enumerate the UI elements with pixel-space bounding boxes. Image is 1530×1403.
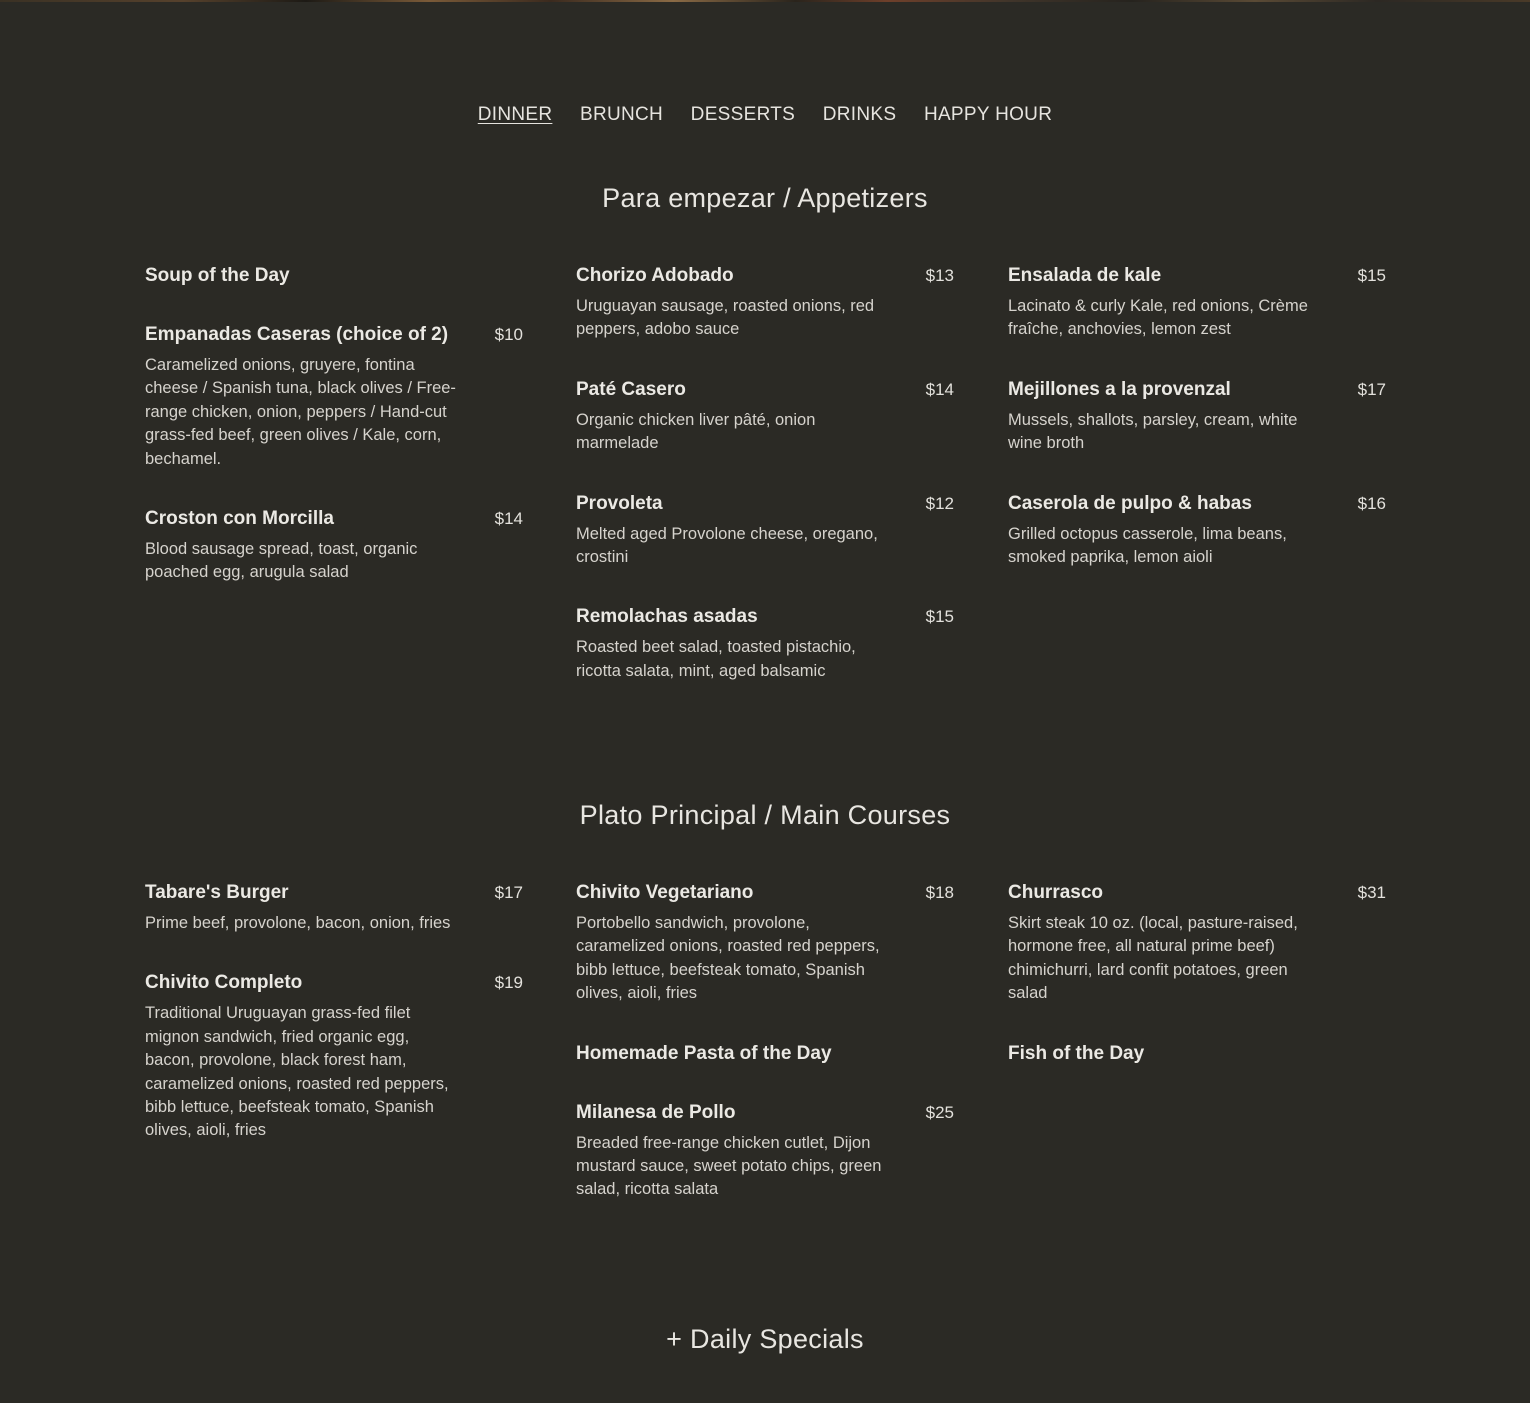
- menu-item-header: [1008, 265, 1386, 289]
- menu-item-description: Portobello sandwich, provolone, caramelized onions, roasted red peppers, bibb lettuce, beefsteak tomato, Spanish olives, aioli, fries: [576, 914, 880, 1003]
- menu-item-name: Chorizo Adobado: [576, 265, 734, 286]
- menu-item-price: $17: [494, 883, 523, 902]
- menu-nav: [0, 104, 1530, 126]
- mains-column-3: [1008, 882, 1386, 1102]
- menu-item-description: Mussels, shallots, parsley, cream, white wine broth: [1008, 410, 1298, 453]
- appetizers-column-3: [1008, 265, 1386, 606]
- tab-dinner[interactable]: DINNER: [477, 104, 553, 125]
- menu-item-description: Caramelized onions, gruyere, fontina cheese / Spanish tuna, black olives / Free-range chicken, onion, peppers / Hand-cut grass-fed beef, green olives / Kale, corn, bechamel.: [145, 356, 456, 468]
- menu-item: [145, 324, 523, 471]
- menu-item-description: Breaded free-range chicken cutlet, Dijon mustard sauce, sweet potato chips, green salad, ricotta salata: [576, 1133, 882, 1199]
- menu-item-price: $19: [494, 973, 523, 993]
- menu-item-header: [576, 606, 954, 630]
- menu-item-name: Remolachas asadas: [576, 606, 758, 628]
- menu-item: [576, 606, 954, 683]
- menu-item: [576, 1043, 954, 1067]
- menu-item-price: $13: [925, 266, 954, 285]
- menu-item-name: Empanadas Caseras (choice of 2): [145, 324, 449, 345]
- appetizers-column-2: [576, 265, 954, 720]
- mains-column-1: [145, 882, 523, 1180]
- menu-item-name: Fish of the Day: [1008, 1042, 1145, 1064]
- menu-item-name: Tabare's Burger: [145, 882, 289, 903]
- menu-item-header: [145, 972, 523, 996]
- menu-item-name: Mejillones a la provenzal: [1008, 378, 1231, 400]
- menu-item-header: [576, 493, 954, 517]
- menu-item-description: Roasted beet salad, toasted pistachio, ricotta salata, mint, aged balsamic: [576, 638, 856, 680]
- menu-item-description: Grilled octopus casserole, lima beans, smoked paprika, lemon aioli: [1008, 524, 1287, 567]
- menu-item-price: $31: [1357, 883, 1386, 902]
- menu-item-name: Provoleta: [576, 492, 663, 514]
- menu-item-price: $18: [925, 883, 954, 902]
- menu-item-price: $15: [925, 607, 954, 627]
- menu-item-header: [1008, 493, 1386, 517]
- appetizers-title: Para empezar / Appetizers: [602, 183, 928, 213]
- menu-item-price: $10: [494, 325, 523, 344]
- tab-desserts[interactable]: DESSERTS: [690, 104, 796, 125]
- menu-item-name: Soup of the Day: [145, 265, 290, 286]
- menu-item-price: $14: [494, 509, 523, 529]
- menu-item: [1008, 882, 1386, 1006]
- menu-item: [576, 882, 954, 1006]
- menu-item: [145, 972, 523, 1142]
- menu-item-header: [576, 882, 954, 906]
- menu-item-price: $15: [1357, 266, 1386, 285]
- menu-item-name: Churrasco: [1008, 882, 1104, 903]
- menu-item-header: [145, 265, 523, 289]
- menu-item-name: Croston con Morcilla: [145, 508, 334, 530]
- menu-item: [145, 508, 523, 585]
- menu-item-price: $14: [925, 379, 954, 399]
- menu-item: [576, 379, 954, 456]
- menu-item-name: Homemade Pasta of the Day: [576, 1042, 832, 1064]
- menu-item-description: Skirt steak 10 oz. (local, pasture-raised, hormone free, all natural prime beef) chimichurri, lard confit potatoes, green salad: [1008, 914, 1298, 1003]
- menu-item: [576, 265, 954, 342]
- menu-item: [145, 882, 523, 935]
- tab-brunch[interactable]: BRUNCH: [579, 104, 664, 125]
- menu-item-header: [576, 265, 954, 289]
- menu-item: [1008, 379, 1386, 456]
- menu-item-header: [1008, 379, 1386, 403]
- menu-item-header: [576, 379, 954, 403]
- menu-item-price: $16: [1357, 493, 1386, 513]
- menu-item-description: Melted aged Provolone cheese, oregano, crostini: [576, 524, 878, 567]
- menu-item-header: [1008, 882, 1386, 906]
- hero-image-strip: [0, 0, 1530, 2]
- menu-item: [1008, 1043, 1386, 1067]
- menu-item: [576, 493, 954, 570]
- menu-item-description: Organic chicken liver pâté, onion marmelade: [576, 410, 816, 453]
- menu-item: [145, 265, 523, 289]
- menu-item-header: [576, 1043, 954, 1067]
- menu-item-name: Chivito Completo: [145, 972, 303, 994]
- menu-item-header: [145, 508, 523, 532]
- menu-item: [1008, 493, 1386, 570]
- menu-item-header: [145, 882, 523, 906]
- menu-item-name: Ensalada de kale: [1008, 265, 1162, 286]
- menu-item-header: [576, 1102, 954, 1126]
- menu-item-name: Chivito Vegetariano: [576, 882, 754, 903]
- menu-item-header: [145, 324, 523, 348]
- menu-item-price: $17: [1357, 379, 1386, 399]
- mains-column-2: [576, 882, 954, 1239]
- menu-item: [576, 1102, 954, 1202]
- tab-drinks[interactable]: DRINKS: [822, 104, 897, 125]
- menu-item-name: Milanesa de Pollo: [576, 1101, 736, 1123]
- tab-happy-hour[interactable]: HAPPY HOUR: [923, 104, 1053, 125]
- menu-item-name: Paté Casero: [576, 378, 686, 400]
- menu-item-price: $25: [925, 1102, 954, 1122]
- menu-item-price: $12: [925, 493, 954, 513]
- menu-item-description: Prime beef, provolone, bacon, onion, fries: [145, 914, 451, 932]
- menu-item-header: [1008, 1043, 1386, 1067]
- appetizers-column-1: [145, 265, 523, 622]
- menu-item-description: Uruguayan sausage, roasted onions, red peppers, adobo sauce: [576, 297, 875, 339]
- menu-item-description: Traditional Uruguayan grass-fed filet mignon sandwich, fried organic egg, bacon, provolone, black forest ham, caramelized onions, roasted red peppers, bibb lettuce, beefsteak tomato, Spanish olives, aioli, fries: [145, 1004, 449, 1140]
- menu-item: [1008, 265, 1386, 342]
- daily-specials-toggle[interactable]: + Daily Specials: [666, 1324, 864, 1354]
- menu-item-description: Blood sausage spread, toast, organic poached egg, arugula salad: [145, 540, 418, 582]
- menu-item-name: Caserola de pulpo & habas: [1008, 492, 1252, 514]
- mains-title: Plato Principal / Main Courses: [579, 800, 951, 830]
- menu-item-description: Lacinato & curly Kale, red onions, Crème fraîche, anchovies, lemon zest: [1008, 297, 1308, 339]
